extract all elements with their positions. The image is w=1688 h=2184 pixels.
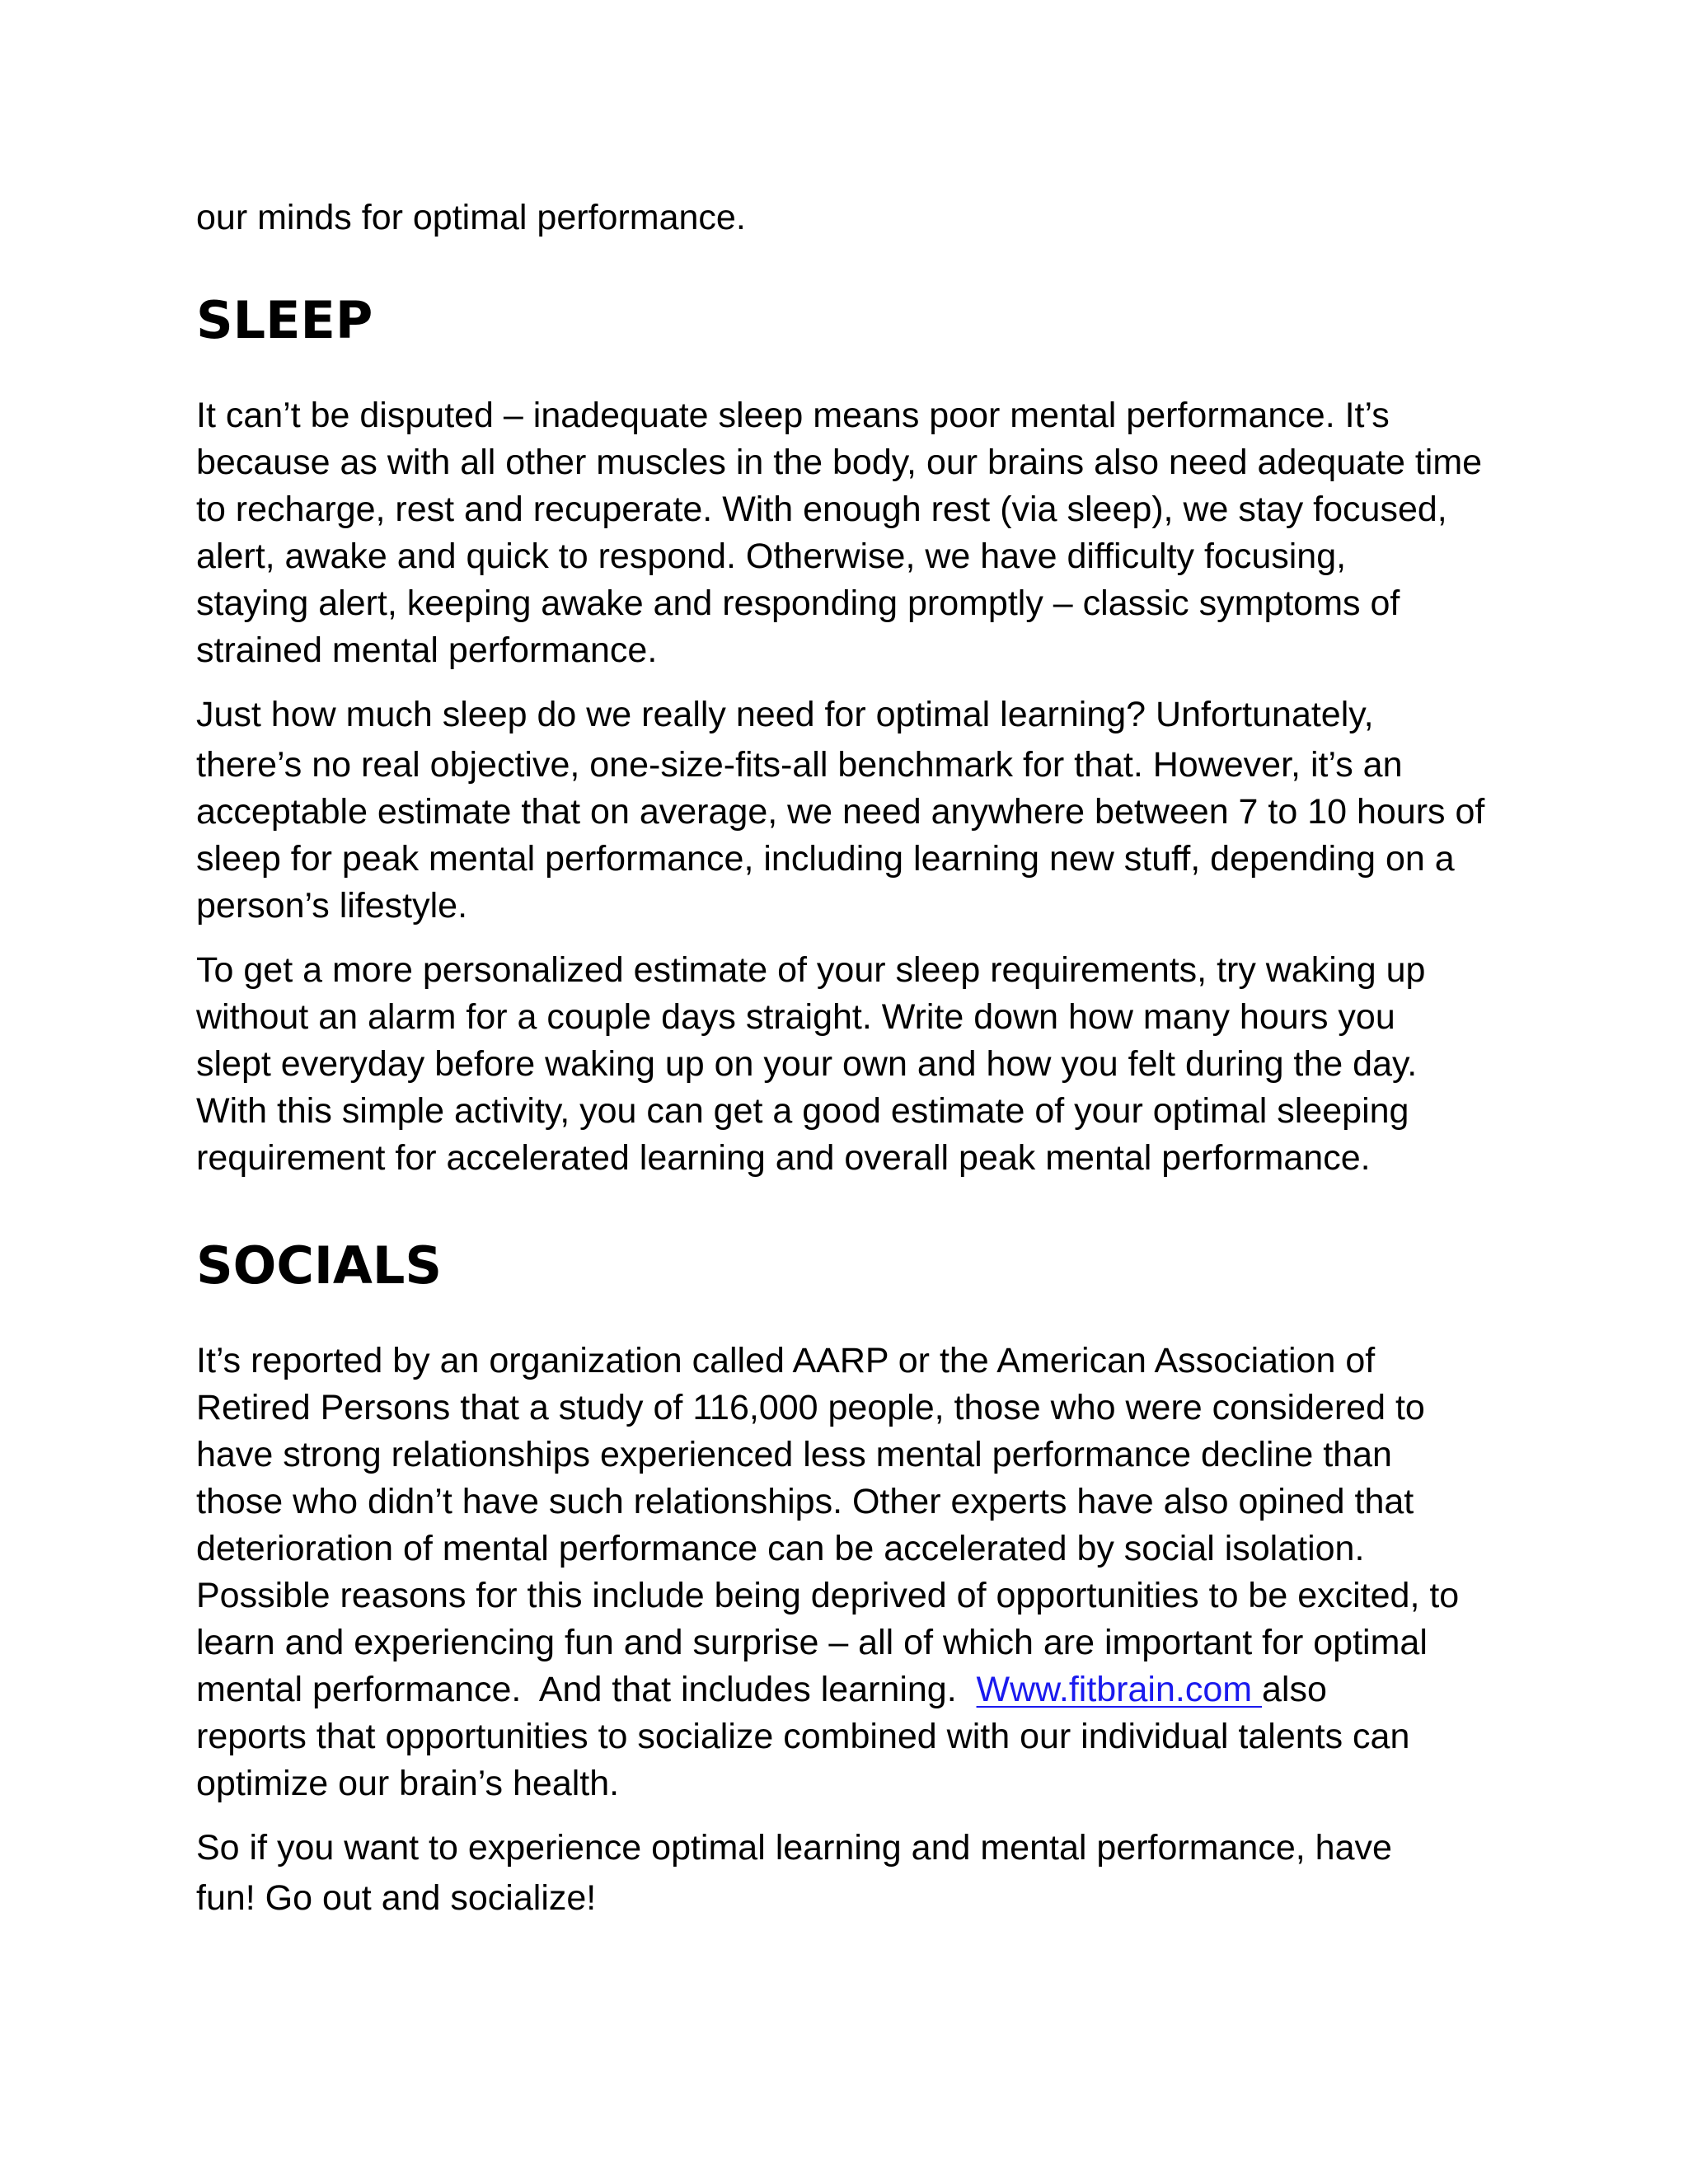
text-line: Retired Persons that a study of 116,000 people, those who were considered to (196, 1388, 1425, 1427)
text-line: because as with all other muscles in the body, our brains also need adequate time (196, 443, 1483, 482)
text-line: reports that opportunities to socialize combined with our individual talents can (196, 1717, 1410, 1756)
text-line: have strong relationships experienced less mental performance decline than (196, 1435, 1392, 1474)
text-line: Possible reasons for this include being deprived of opportunities to be excited, to (196, 1576, 1460, 1615)
text-line: deterioration of mental performance can be accelerated by social isolation. (196, 1529, 1365, 1568)
intro-line: our minds for optimal performance. (196, 198, 746, 237)
text-line: to recharge, rest and recuperate. With enough rest (via sleep), we stay focused, (196, 490, 1447, 529)
text-line: there’s no real objective, one-size-fits-all benchmark for that. However, it’s an (196, 745, 1403, 785)
text-line: staying alert, keeping awake and responding promptly – classic symptoms of (196, 583, 1400, 623)
socials-heading: SOCIALS (196, 1235, 443, 1296)
socials-paragraph-1 (196, 1338, 1614, 1807)
link-line (196, 1666, 1614, 1713)
text-line: fun! Go out and socialize! (196, 1878, 597, 1918)
text-line: So if you want to experience optimal learning and mental performance, have (196, 1828, 1392, 1868)
text-line: Just how much sleep do we really need for optimal learning? Unfortunately, (196, 695, 1374, 734)
socials-paragraph-2 (196, 1825, 1614, 1922)
text-line: slept everyday before waking up on your own and how you felt during the day. (196, 1044, 1418, 1084)
sleep-paragraph-1 (196, 392, 1614, 674)
text-segment: mental performance. And that includes learning. (196, 1670, 977, 1709)
sleep-paragraph-3 (196, 947, 1614, 1182)
text-line: learn and experiencing fun and surprise – all of which are important for optimal (196, 1623, 1428, 1662)
text-line: With this simple activity, you can get a good estimate of your optimal sleeping (196, 1091, 1409, 1131)
sleep-paragraph-2 (196, 691, 1614, 930)
text-line: To get a more personalized estimate of your sleep requirements, try waking up (196, 950, 1426, 990)
text-segment: also (1262, 1670, 1327, 1709)
text-line: It’s reported by an organization called AARP or the American Association of (196, 1341, 1376, 1380)
text-line: without an alarm for a couple days straight. Write down how many hours you (196, 997, 1395, 1037)
text-line: acceptable estimate that on average, we need anywhere between 7 to 10 hours of (196, 792, 1485, 832)
text-line: strained mental performance. (196, 630, 658, 670)
text-line: It can’t be disputed – inadequate sleep means poor mental performance. It’s (196, 396, 1390, 435)
text-line: sleep for peak mental performance, including learning new stuff, depending on a (196, 839, 1455, 879)
text-line: requirement for accelerated learning and overall peak mental performance. (196, 1138, 1371, 1178)
document-page (196, 194, 1614, 1922)
text-line: those who didn’t have such relationships. Other experts have also opined that (196, 1482, 1414, 1521)
sleep-heading: SLEEP (196, 290, 373, 350)
fitbrain-link[interactable]: Www.fitbrain.com (976, 1670, 1263, 1709)
text-line: person’s lifestyle. (196, 886, 468, 926)
text-line: alert, awake and quick to respond. Otherwise, we have difficulty focusing, (196, 537, 1347, 576)
text-line: optimize our brain’s health. (196, 1764, 620, 1803)
